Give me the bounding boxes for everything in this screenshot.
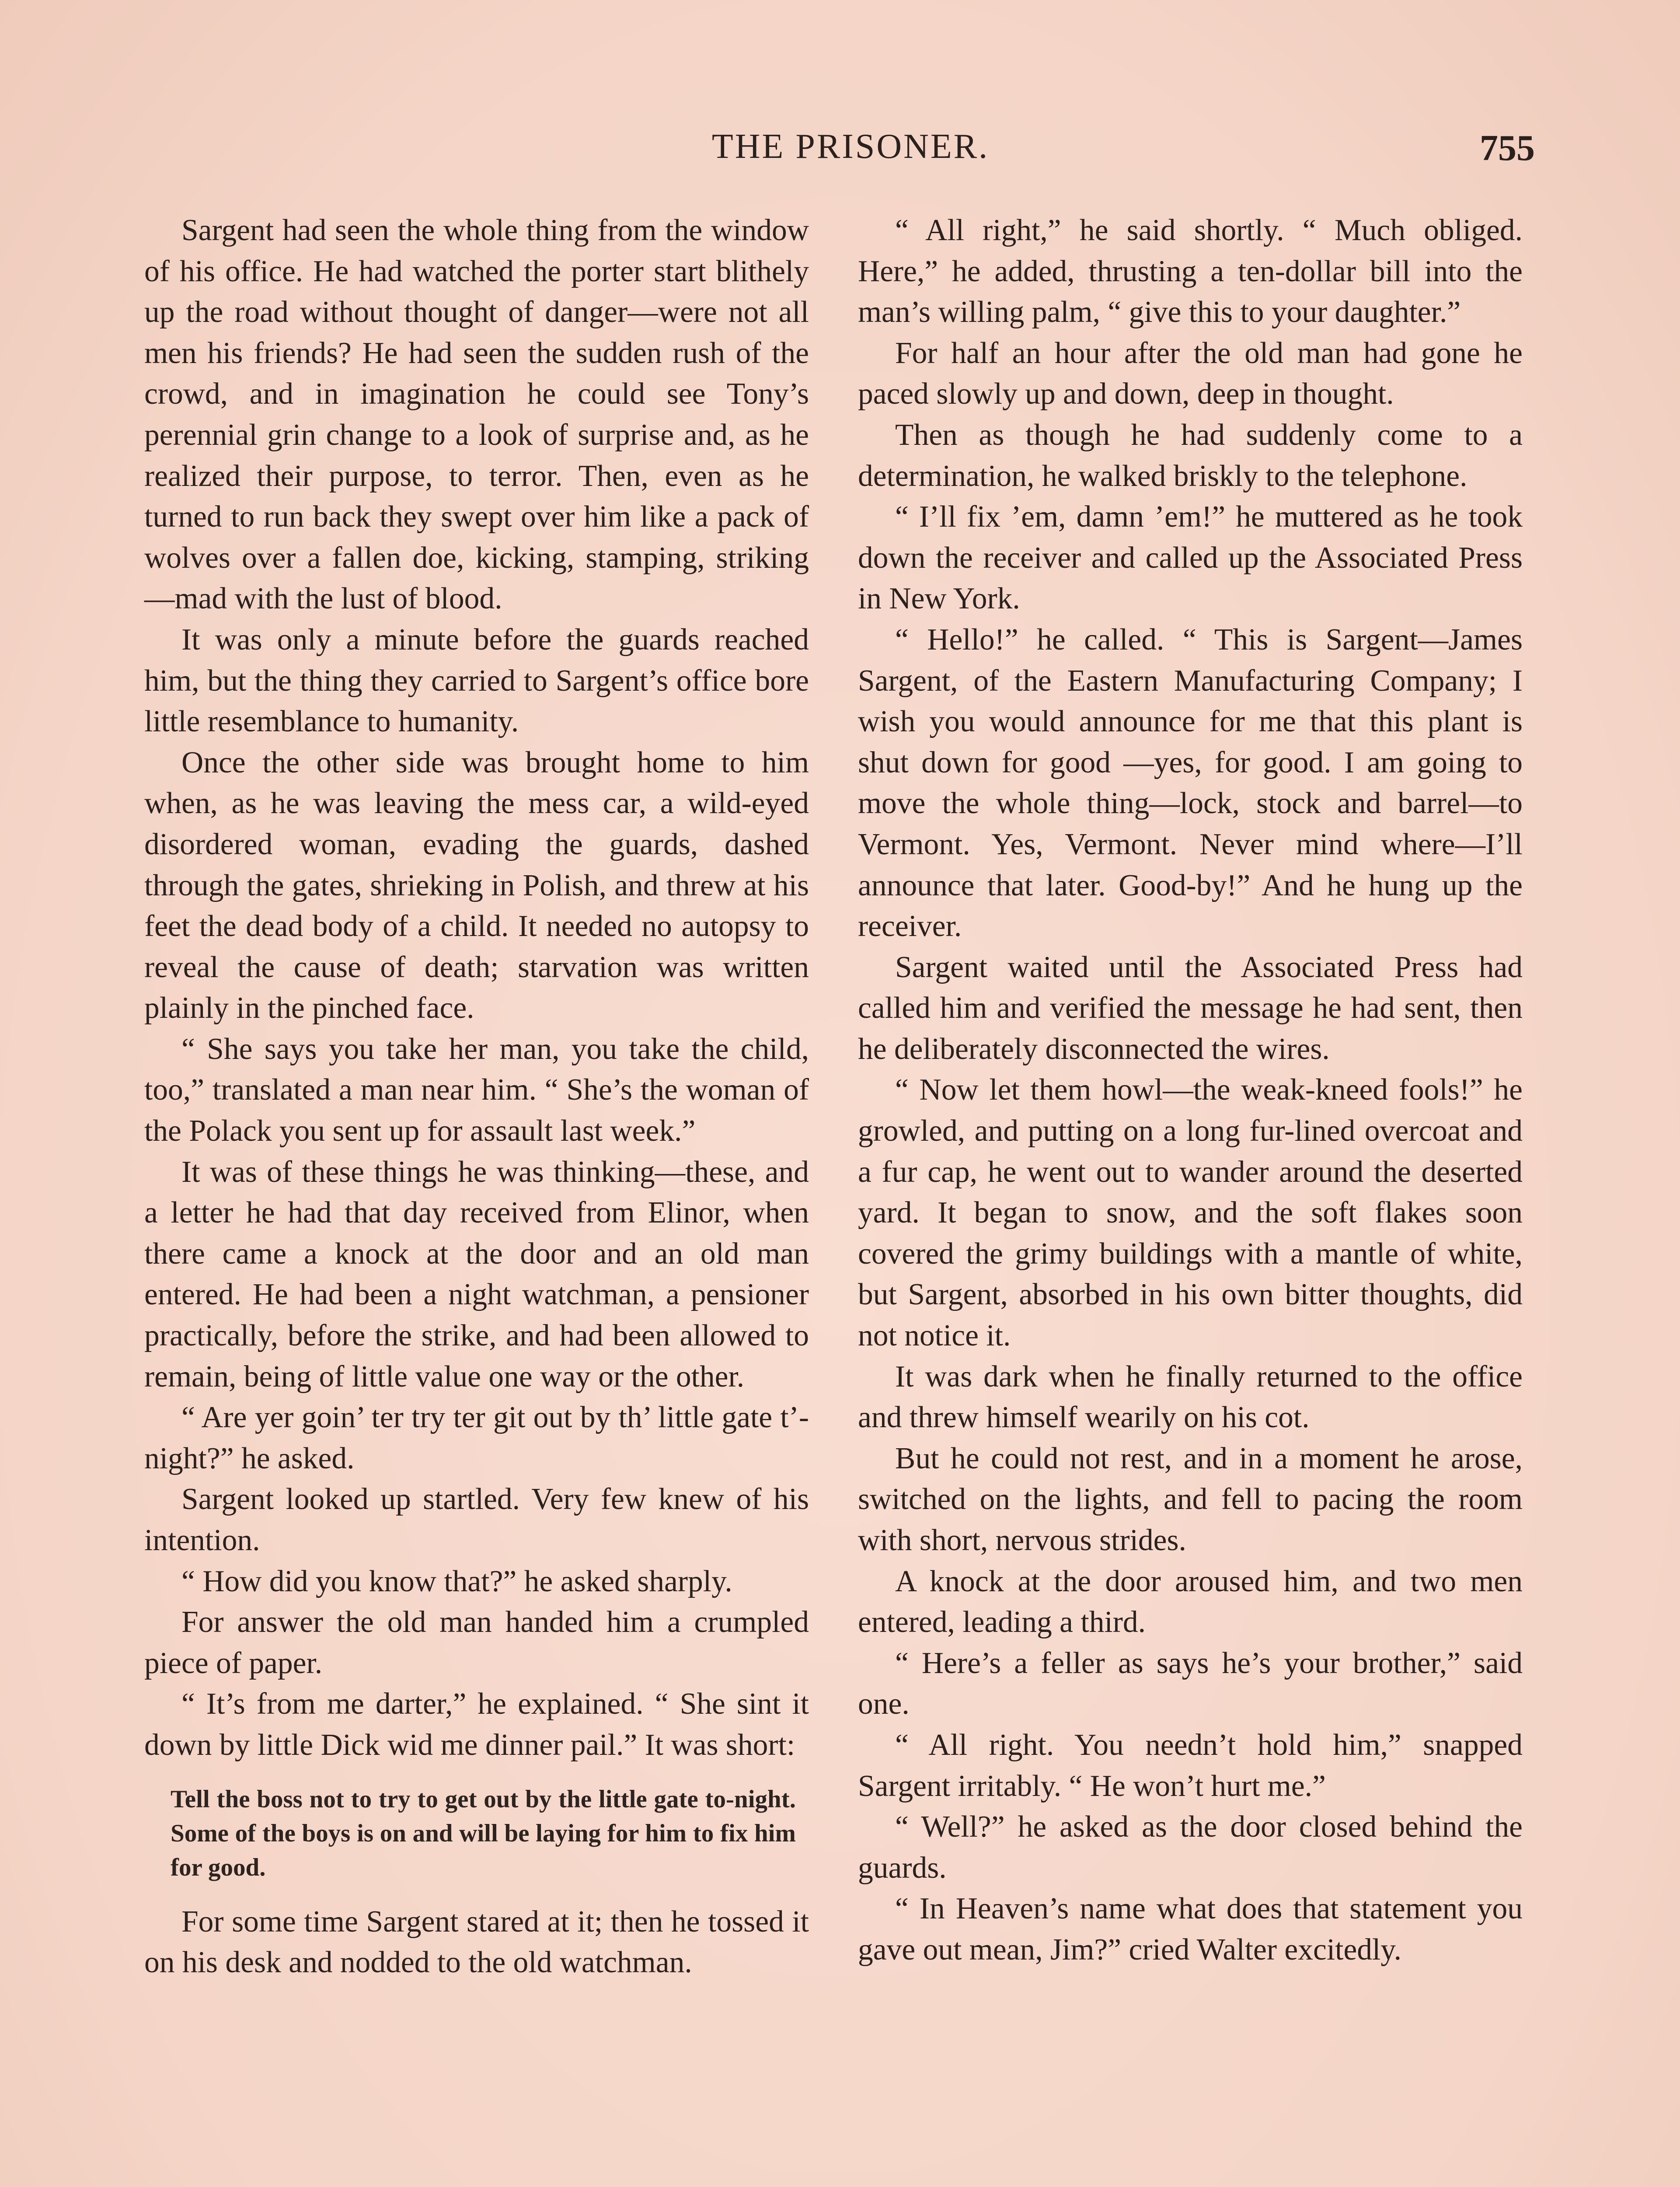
paragraph: A knock at the door aroused him, and two men entered, leading a third. [858,1564,1523,1639]
paragraph: “ In Heaven’s name what does that statement you gave out mean, Jim?” cried Walter excitedly. [858,1892,1523,1967]
paragraph: Sargent had seen the whole thing from the window of his office. He had watched the porter start blithely up the road without thought of danger—were not all men his friends? He had seen the sudden rush of the crowd, and in imagination he could see Tony’s perennial grin change to a look of surprise and, as he realized their purpose, to terror. Then, even as he turned to run back they swept over him like a pack of wolves over a fallen doe, kicking, stamping, striking—mad with the lust of blood. [144,213,809,616]
note-quote: Tell the boss not to try to get out by the little gate to-night. Some of the boys is on and will be laying for him to fix him for good. [171,1785,796,1881]
running-title: THE PRISONER. [711,127,990,166]
paragraph: It was only a minute before the guards reached him, but the thing they carried to Sargent’s office bore little resemblance to humanity. [144,622,809,739]
paragraph: “ Here’s a feller as says he’s your brother,” said one. [858,1646,1523,1721]
paragraph: Sargent waited until the Associated Press had called him and verified the message he had sent, then he deliberately disconnected the wires. [858,950,1523,1066]
paragraph: “ All right,” he said shortly. “ Much obliged. Here,” he added, thrusting a ten-dollar bill into the man’s willing palm, “ give this to your daughter.” [858,213,1523,329]
paragraph: It was dark when he finally returned to the office and threw himself wearily on his cot. [858,1359,1523,1435]
page-number: 755 [1480,128,1535,168]
paragraph: Sargent looked up startled. Very few knew of his intention. [144,1482,809,1557]
paragraph: “ Well?” he asked as the door closed behind the guards. [858,1810,1523,1885]
paragraph: Once the other side was brought home to him when, as he was leaving the mess car, a wild-eyed disordered woman, evading the guards, dashed through the gates, shrieking in Polish, and threw at his feet the dead body of a child. It needed no autopsy to reveal the cause of death; starvation was written plainly in the pinched face. [144,745,809,1025]
paragraph: Then as though he had suddenly come to a determination, he walked briskly to the telephone. [858,418,1523,493]
page-header [166,127,1535,179]
paragraph: For half an hour after the old man had gone he paced slowly up and down, deep in thought. [858,336,1523,411]
paragraph: “ Now let them howl—the weak-kneed fools!” he growled, and putting on a long fur-lined overcoat and a fur cap, he went out to wander around the deserted yard. It began to snow, and the soft flakes soon covered the grimy buildings with a mantle of white, but Sargent, absorbed in his own bitter thoughts, did not notice it. [858,1073,1523,1353]
paragraph: “ How did you know that?” he asked sharply. [181,1564,732,1598]
paragraph: “ Are yer goin’ ter try ter git out by th’ little gate t’-night?” he asked. [144,1401,809,1475]
paragraph: “ It’s from me darter,” he explained. “ She sint it down by little Dick wid me dinner pail.” It was short: [144,1687,809,1762]
paragraph: But he could not rest, and in a moment he arose, switched on the lights, and fell to pacing the room with short, nervous strides. [858,1441,1523,1557]
paragraph: It was of these things he was thinking—these, and a letter he had that day received from Elinor, when there came a knock at the door and an old man entered. He had been a night watchman, a pensioner practically, before the strike, and had been allowed to remain, being of little value one way or the other. [144,1155,809,1394]
paragraph: “ All right. You needn’t hold him,” snapped Sargent irritably. “ He won’t hurt me.” [858,1728,1523,1803]
paragraph: For some time Sargent stared at it; then he tossed it on his desk and nodded to the old watchman. [144,1904,809,1980]
paragraph: “ Hello!” he called. “ This is Sargent—James Sargent, of the Eastern Manufacturing Company; I wish you would announce for me that this plant is shut down for good —yes, for good. I am going to move the whole thing—lock, stock and barrel—to Vermont. Yes, Vermont. Never mind where—I’ll announce that later. Good-by!” And he hung up the receiver. [858,622,1523,943]
paragraph: “ She says you take her man, you take the child, too,” translated a man near him. “ She’s the woman of the Polack you sent up for assault last week.” [144,1032,809,1148]
paragraph: “ I’ll fix ’em, damn ’em!” he muttered as he took down the receiver and called up the Associated Press in New York. [858,500,1523,616]
right-column [858,210,1523,1970]
left-column [144,210,809,1983]
paragraph: For answer the old man handed him a crumpled piece of paper. [144,1605,809,1680]
